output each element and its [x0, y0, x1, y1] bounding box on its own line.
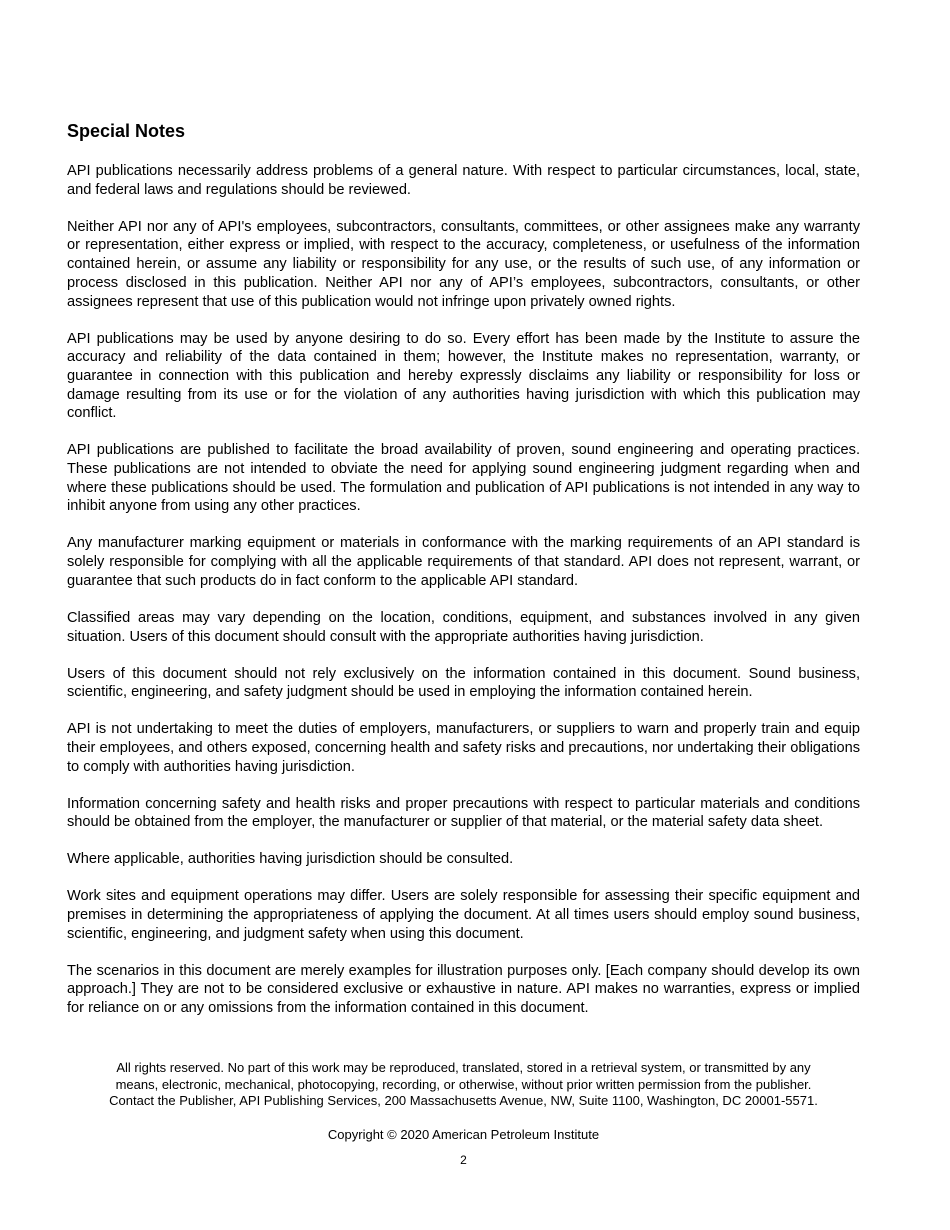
paragraph-publications-general: API publications necessarily address problems of a general nature. With respect to particular circumstances, local, state, and federal laws and regulations should be reviewed. [67, 163, 860, 198]
paragraph-manufacturer-marking: Any manufacturer marking equipment or materials in conformance with the marking requirements of an API standard is solely responsible for complying with all the applicable requirements of that standard. API does not represent, warrant, or guarantee that such products do in fact conform to the applicable API standard. [67, 535, 860, 589]
paragraph-authorities: Where applicable, authorities having jurisdiction should be consulted. [67, 851, 514, 868]
rights-line: Contact the Publisher, API Publishing Services, 200 Massachusetts Avenue, NW, Suite 1100, Washington, DC 20001-5571. [109, 1093, 818, 1108]
page-number: 2 [460, 1153, 467, 1167]
paragraph-not-rely-exclusively: Users of this document should not rely exclusively on the information contained in this document. Sound business, scientific, engineering, and safety judgment should be used in employing the information contained herein. [67, 665, 860, 701]
rights-line: All rights reserved. No part of this work may be reproduced, translated, stored in a retrieval system, or transmitted by any [116, 1060, 811, 1075]
page-title: Special Notes [67, 121, 186, 141]
paragraph-work-sites: Work sites and equipment operations may differ. Users are solely responsible for assessing their specific equipment and premises in determining the appropriateness of applying the document. At all times users should employ sound business, scientific, engineering, and judgment safety when using this document. [67, 888, 860, 942]
paragraph-use-by-anyone: API publications may be used by anyone desiring to do so. Every effort has been made by the Institute to assure the accuracy and reliability of the data contained in them; however, the Institute makes no representation, warranty, or guarantee in connection with this publication and hereby expressly disclaims any liability or responsibility for loss or damage resulting from its use or for the violation of any authorities having jurisdiction with which this publication may conflict. [67, 330, 860, 422]
paragraph-classified-areas: Classified areas may vary depending on the location, conditions, equipment, and substances involved in any given situation. Users of this document should consult with the appropriate authorities having jurisdiction. [67, 609, 860, 645]
paragraph-duties-of-employers: API is not undertaking to meet the duties of employers, manufacturers, or suppliers to warn and properly train and equip their employees, and others exposed, concerning health and safety risks and precautions, nor undertaking their obligations to comply with authorities having jurisdiction. [67, 721, 860, 775]
paragraph-purpose: API publications are published to facilitate the broad availability of proven, sound engineering and operating practices. These publications are not intended to obviate the need for applying sound engineering judgment regarding when and where these publications should be used. The formulation and publication of API publications is not intended in any way to inhibit anyone from using any other practices. [67, 442, 860, 515]
rights-notice [67, 1060, 860, 1110]
document-body [67, 120, 860, 1036]
paragraph-no-warranty: Neither API nor any of API's employees, subcontractors, consultants, committees, or other assignees make any warranty or representation, either express or implied, with respect to the accuracy, completeness, or usefulness of the information contained herein, or assume any liability or responsibility for any use, or the results of such use, of any information or process disclosed in this publication. Neither API nor any of API’s employees, subcontractors, consultants, or other assignees represent that use of this publication would not infringe upon privately owned rights. [67, 218, 860, 310]
rights-line: means, electronic, mechanical, photocopying, recording, or otherwise, without prior written permission from the publisher. [115, 1076, 812, 1092]
paragraph-safety-information: Information concerning safety and health risks and proper precautions with respect to particular materials and conditions should be obtained from the employer, the manufacturer or supplier of that material, or the material safety data sheet. [67, 795, 860, 831]
copyright-notice: Copyright © 2020 American Petroleum Institute [327, 1127, 600, 1142]
paragraph-scenarios: The scenarios in this document are merely examples for illustration purposes only. [Each company should develop its own approach.] They are not to be considered exclusive or exhaustive in nature. API makes no warranties, express or implied for reliance on or any omissions from the information contained in this document. [67, 962, 860, 1017]
